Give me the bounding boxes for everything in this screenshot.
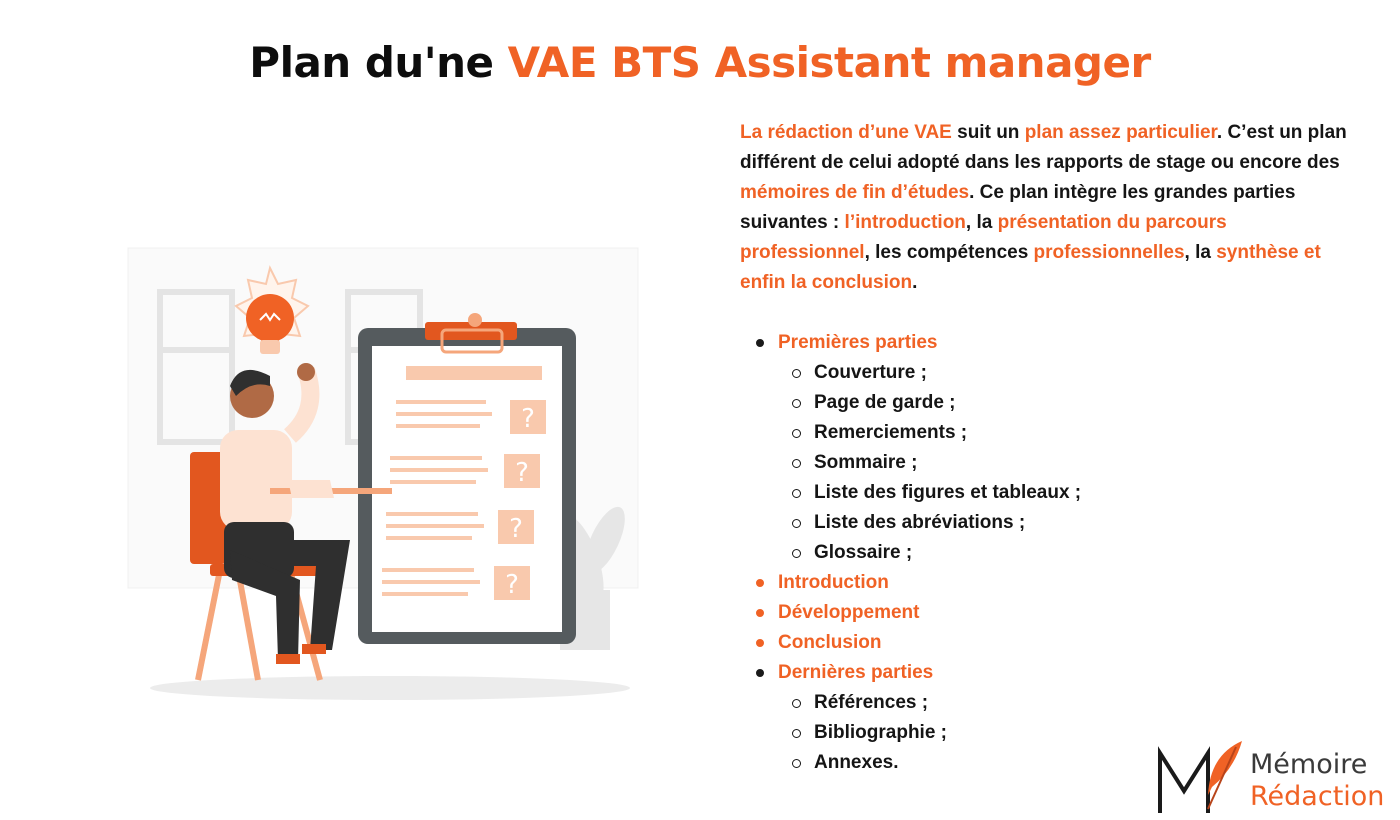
bullet-ring — [792, 549, 801, 558]
logo-word-redaction: Rédaction — [1250, 781, 1385, 812]
bullet-dot — [756, 609, 764, 617]
bullet-ring — [792, 429, 801, 438]
intro-segment: mémoires de fin d’études — [740, 182, 970, 203]
memoire-redaction-logo — [1150, 735, 1395, 815]
intro-segment: plan assez particulier — [1024, 122, 1217, 143]
sub-item — [814, 688, 1198, 718]
intro-segment: . C’est un plan différent de celui adopté dans les rapports de stage ou encore des — [740, 122, 1347, 173]
floor-shadow — [150, 676, 630, 700]
bullet-dot — [756, 579, 764, 587]
plan-item-label: Développement — [778, 602, 920, 623]
sub-item — [814, 478, 1198, 508]
bullet-dot — [756, 339, 764, 347]
sub-item-label: Remerciements ; — [814, 422, 968, 443]
plan-item-dernieres — [778, 658, 1198, 778]
checklist-illustration — [120, 240, 660, 710]
sub-item-label: Annexes. — [814, 752, 899, 773]
sub-item-label: Page de garde ; — [814, 392, 956, 413]
plan-item-label: Premières parties — [778, 332, 938, 353]
question-mark-icon: ? — [505, 570, 519, 600]
plan-item-label: Conclusion — [778, 632, 882, 653]
plan-item-label: Introduction — [778, 572, 889, 593]
intro-segment: . — [912, 272, 918, 293]
sub-item — [814, 748, 1198, 778]
bullet-ring — [792, 459, 801, 468]
title-accent: VAE BTS Assistant manager — [507, 38, 1151, 87]
intro-segment: La rédaction d’une VAE — [740, 122, 952, 143]
clipboard-clip-knob — [468, 313, 482, 327]
sub-item-label: Sommaire ; — [814, 452, 918, 473]
bullet-dot — [756, 639, 764, 647]
intro-paragraph — [740, 118, 1350, 298]
intro-segment: , les compétences — [864, 242, 1034, 263]
question-mark-icon: ? — [515, 458, 529, 488]
intro-segment: . Ce plan intègre les grandes parties suivantes : — [740, 182, 1296, 233]
plan-item-premieres — [778, 328, 1198, 568]
sub-item-label: Couverture ; — [814, 362, 927, 383]
page-title — [0, 38, 1400, 87]
bullet-ring — [792, 729, 801, 738]
quill-logo-icon — [1150, 735, 1250, 815]
plan-item-introduction — [778, 568, 1198, 598]
sub-item — [814, 448, 1198, 478]
intro-segment: synthèse et enfin la conclusion — [740, 242, 1321, 293]
bullet-dot — [756, 669, 764, 677]
intro-segment: présentation du parcours professionnel — [740, 212, 1227, 263]
intro-segment: l’introduction — [844, 212, 966, 233]
bullet-ring — [792, 399, 801, 408]
bullet-ring — [792, 699, 801, 708]
clipboard-paper — [372, 346, 562, 632]
bullet-ring — [792, 489, 801, 498]
bullet-ring — [792, 759, 801, 768]
sub-item-label: Références ; — [814, 692, 929, 713]
title-prefix: Plan du'ne — [249, 38, 508, 87]
bullet-ring — [792, 369, 801, 378]
sub-item-label: Liste des figures et tableaux ; — [814, 482, 1082, 503]
sub-item — [814, 718, 1198, 748]
question-mark-icon: ? — [509, 514, 523, 544]
sub-item-label: Glossaire ; — [814, 542, 913, 563]
sub-item — [814, 538, 1198, 568]
intro-segment: professionnelles — [1033, 242, 1185, 263]
plan-item-developpement — [778, 598, 1198, 628]
plan-item-label: Dernières parties — [778, 662, 934, 683]
intro-segment: , la — [1184, 242, 1217, 263]
sub-item — [814, 358, 1198, 388]
plan-list — [778, 328, 1198, 778]
sub-item — [814, 508, 1198, 538]
logo-word-memoire: Mémoire — [1250, 749, 1368, 780]
bullet-ring — [792, 519, 801, 528]
intro-segment: , la — [965, 212, 998, 233]
sub-item-label: Bibliographie ; — [814, 722, 947, 743]
paper-header-line — [406, 366, 542, 380]
sub-item — [814, 388, 1198, 418]
question-mark-icon: ? — [521, 404, 535, 434]
sub-item — [814, 418, 1198, 448]
plan-item-conclusion — [778, 628, 1198, 658]
intro-segment: suit un — [951, 122, 1025, 143]
sub-item-label: Liste des abréviations ; — [814, 512, 1026, 533]
